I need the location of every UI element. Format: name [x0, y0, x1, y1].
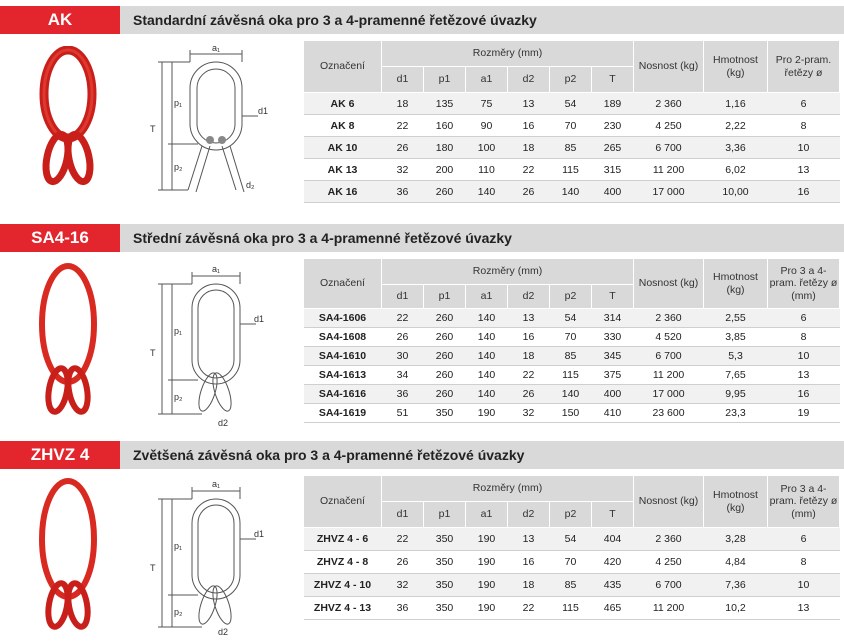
table-row: [304, 93, 840, 115]
cell-last: 8: [768, 551, 840, 574]
cell-d1: 32: [382, 159, 424, 181]
table-row: [304, 528, 840, 551]
cell-code: AK 10: [304, 137, 382, 159]
drawing-label-p2: p₂: [174, 392, 183, 402]
cell-a1: 140: [466, 366, 508, 385]
technical-drawing: [140, 260, 290, 430]
col-nosnost: Nosnost (kg): [634, 476, 704, 528]
cell-p2: 115: [550, 366, 592, 385]
table-row: [304, 574, 840, 597]
col-rozmery: Rozměry (mm): [382, 41, 634, 67]
cell-hmotnost: 6,02: [704, 159, 768, 181]
cell-a1: 190: [466, 551, 508, 574]
drawing-label-p1: p₁: [174, 326, 183, 336]
cell-nosnost: 6 700: [634, 137, 704, 159]
cell-last: 13: [768, 366, 840, 385]
cell-t: 375: [592, 366, 634, 385]
table-row: [304, 328, 840, 347]
cell-d1: 22: [382, 309, 424, 328]
cell-p2: 85: [550, 574, 592, 597]
col-sub-p1: p1: [424, 285, 466, 309]
cell-hmotnost: 1,16: [704, 93, 768, 115]
section-sa4-16: [0, 224, 844, 428]
col-sub-d2: d2: [508, 502, 550, 528]
cell-nosnost: 17 000: [634, 181, 704, 203]
col-hmotnost: Hmotnost (kg): [704, 259, 768, 309]
cell-p2: 85: [550, 137, 592, 159]
cell-p1: 260: [424, 347, 466, 366]
cell-p1: 260: [424, 385, 466, 404]
cell-t: 400: [592, 385, 634, 404]
drawing-label-a1: a₁: [212, 264, 221, 274]
cell-p1: 260: [424, 328, 466, 347]
cell-code: AK 8: [304, 115, 382, 137]
cell-d2: 18: [508, 347, 550, 366]
technical-drawing: [140, 42, 290, 202]
cell-hmotnost: 4,84: [704, 551, 768, 574]
cell-code: ZHVZ 4 - 13: [304, 597, 382, 620]
master-link-product-image: [30, 262, 110, 422]
table-row: [304, 347, 840, 366]
cell-last: 16: [768, 385, 840, 404]
cell-d2: 16: [508, 551, 550, 574]
master-link-product-image: [30, 477, 110, 637]
cell-p1: 180: [424, 137, 466, 159]
cell-d1: 36: [382, 181, 424, 203]
cell-a1: 140: [466, 309, 508, 328]
cell-p2: 54: [550, 528, 592, 551]
section-badge: ZHVZ 4: [0, 441, 120, 469]
cell-a1: 190: [466, 597, 508, 620]
cell-p2: 85: [550, 347, 592, 366]
cell-code: SA4-1610: [304, 347, 382, 366]
col-sub-t: T: [592, 502, 634, 528]
cell-d2: 13: [508, 93, 550, 115]
cell-nosnost: 4 520: [634, 328, 704, 347]
col-sub-d1: d1: [382, 285, 424, 309]
cell-p2: 140: [550, 385, 592, 404]
section-zhvz-4: [0, 441, 844, 641]
col-sub-t: T: [592, 67, 634, 93]
cell-p1: 135: [424, 93, 466, 115]
cell-d1: 34: [382, 366, 424, 385]
section-badge: AK: [0, 6, 120, 34]
cell-d2: 26: [508, 385, 550, 404]
cell-t: 230: [592, 115, 634, 137]
cell-hmotnost: 5,3: [704, 347, 768, 366]
cell-t: 265: [592, 137, 634, 159]
drawing-label-p2: p₂: [174, 607, 183, 617]
cell-d1: 51: [382, 404, 424, 423]
cell-d2: 18: [508, 574, 550, 597]
cell-d1: 26: [382, 551, 424, 574]
cell-nosnost: 11 200: [634, 597, 704, 620]
cell-d1: 36: [382, 385, 424, 404]
cell-hmotnost: 23,3: [704, 404, 768, 423]
cell-nosnost: 2 360: [634, 309, 704, 328]
col-oznaceni: Označení: [304, 41, 382, 93]
drawing-label-a1: a₁: [212, 43, 221, 53]
cell-t: 435: [592, 574, 634, 597]
drawing-label-d1: d1: [254, 314, 265, 324]
cell-last: 16: [768, 181, 840, 203]
col-sub-d1: d1: [382, 502, 424, 528]
section-title: Střední závěsná oka pro 3 a 4-pramenné řetězové úvazky: [133, 230, 512, 246]
cell-code: SA4-1613: [304, 366, 382, 385]
cell-last: 19: [768, 404, 840, 423]
cell-d1: 22: [382, 528, 424, 551]
cell-nosnost: 17 000: [634, 385, 704, 404]
col-sub-p2: p2: [550, 502, 592, 528]
drawing-label-p1: p₁: [174, 98, 183, 108]
cell-hmotnost: 2,22: [704, 115, 768, 137]
cell-last: 8: [768, 115, 840, 137]
drawing-label-t: T: [150, 563, 156, 573]
col-sub-p1: p1: [424, 502, 466, 528]
drawing-label-p2: p₂: [174, 162, 183, 172]
table-row: [304, 115, 840, 137]
cell-a1: 190: [466, 574, 508, 597]
cell-d2: 22: [508, 366, 550, 385]
cell-code: SA4-1619: [304, 404, 382, 423]
cell-d2: 18: [508, 137, 550, 159]
cell-d2: 22: [508, 597, 550, 620]
cell-a1: 140: [466, 181, 508, 203]
cell-nosnost: 2 360: [634, 93, 704, 115]
section-header: [0, 441, 844, 469]
table-head: [304, 41, 840, 93]
col-chain-size: Pro 3 a 4-pram. řetězy ø (mm): [768, 259, 840, 309]
cell-d2: 22: [508, 159, 550, 181]
master-link-product-image: [30, 46, 110, 196]
cell-a1: 90: [466, 115, 508, 137]
col-oznaceni: Označení: [304, 476, 382, 528]
cell-code: ZHVZ 4 - 6: [304, 528, 382, 551]
table-head: [304, 259, 840, 309]
col-rozmery: Rozměry (mm): [382, 259, 634, 285]
cell-p1: 160: [424, 115, 466, 137]
cell-hmotnost: 10,2: [704, 597, 768, 620]
cell-hmotnost: 3,28: [704, 528, 768, 551]
cell-p1: 260: [424, 181, 466, 203]
cell-last: 6: [768, 93, 840, 115]
col-nosnost: Nosnost (kg): [634, 259, 704, 309]
col-hmotnost: Hmotnost (kg): [704, 41, 768, 93]
cell-hmotnost: 9,95: [704, 385, 768, 404]
drawing-label-t: T: [150, 124, 156, 134]
drawing-label-d1: d1: [254, 529, 265, 539]
cell-nosnost: 11 200: [634, 159, 704, 181]
cell-nosnost: 23 600: [634, 404, 704, 423]
section-ak: [0, 6, 844, 206]
drawing-label-t: T: [150, 348, 156, 358]
cell-d1: 26: [382, 328, 424, 347]
cell-nosnost: 6 700: [634, 347, 704, 366]
cell-p2: 115: [550, 159, 592, 181]
cell-a1: 140: [466, 385, 508, 404]
table-row: [304, 181, 840, 203]
cell-nosnost: 4 250: [634, 551, 704, 574]
cell-a1: 190: [466, 528, 508, 551]
cell-code: ZHVZ 4 - 8: [304, 551, 382, 574]
cell-d1: 32: [382, 574, 424, 597]
cell-last: 6: [768, 309, 840, 328]
cell-d1: 30: [382, 347, 424, 366]
section-header: [0, 224, 844, 252]
cell-p2: 70: [550, 328, 592, 347]
section-badge: SA4-16: [0, 224, 120, 252]
spec-table: [303, 258, 840, 423]
cell-d1: 22: [382, 115, 424, 137]
col-nosnost: Nosnost (kg): [634, 41, 704, 93]
table-row: [304, 597, 840, 620]
cell-a1: 140: [466, 347, 508, 366]
technical-drawing: [140, 477, 290, 637]
cell-t: 420: [592, 551, 634, 574]
cell-t: 410: [592, 404, 634, 423]
cell-d2: 32: [508, 404, 550, 423]
col-sub-t: T: [592, 285, 634, 309]
cell-t: 314: [592, 309, 634, 328]
cell-hmotnost: 7,65: [704, 366, 768, 385]
col-hmotnost: Hmotnost (kg): [704, 476, 768, 528]
cell-hmotnost: 2,55: [704, 309, 768, 328]
cell-last: 10: [768, 137, 840, 159]
col-sub-p2: p2: [550, 285, 592, 309]
cell-t: 465: [592, 597, 634, 620]
section-title: Zvětšená závěsná oka pro 3 a 4-pramenné řetězové úvazky: [133, 447, 525, 463]
col-sub-a1: a1: [466, 67, 508, 93]
cell-p1: 260: [424, 309, 466, 328]
cell-hmotnost: 3,85: [704, 328, 768, 347]
drawing-label-a1: a₁: [212, 479, 221, 489]
cell-d1: 26: [382, 137, 424, 159]
col-sub-p1: p1: [424, 67, 466, 93]
cell-a1: 100: [466, 137, 508, 159]
cell-last: 13: [768, 159, 840, 181]
table-row: [304, 551, 840, 574]
table-head: [304, 476, 840, 528]
cell-hmotnost: 3,36: [704, 137, 768, 159]
cell-a1: 110: [466, 159, 508, 181]
col-sub-a1: a1: [466, 285, 508, 309]
cell-t: 400: [592, 181, 634, 203]
cell-d2: 13: [508, 309, 550, 328]
cell-hmotnost: 7,36: [704, 574, 768, 597]
section-header: [0, 6, 844, 34]
cell-last: 10: [768, 347, 840, 366]
table-row: [304, 309, 840, 328]
cell-code: SA4-1606: [304, 309, 382, 328]
cell-nosnost: 2 360: [634, 528, 704, 551]
col-oznaceni: Označení: [304, 259, 382, 309]
cell-a1: 140: [466, 328, 508, 347]
cell-nosnost: 11 200: [634, 366, 704, 385]
cell-d2: 16: [508, 115, 550, 137]
spec-table: [303, 475, 840, 620]
cell-code: SA4-1608: [304, 328, 382, 347]
col-sub-a1: a1: [466, 502, 508, 528]
cell-code: AK 13: [304, 159, 382, 181]
col-sub-d2: d2: [508, 285, 550, 309]
cell-d1: 36: [382, 597, 424, 620]
cell-t: 404: [592, 528, 634, 551]
col-sub-p2: p2: [550, 67, 592, 93]
cell-last: 8: [768, 328, 840, 347]
cell-p1: 350: [424, 404, 466, 423]
cell-p1: 350: [424, 528, 466, 551]
drawing-label-d2: d2: [218, 418, 229, 428]
cell-p2: 54: [550, 93, 592, 115]
cell-hmotnost: 10,00: [704, 181, 768, 203]
col-rozmery: Rozměry (mm): [382, 476, 634, 502]
table-row: [304, 385, 840, 404]
cell-last: 6: [768, 528, 840, 551]
cell-t: 345: [592, 347, 634, 366]
drawing-label-d2: d2: [218, 627, 229, 637]
col-sub-d2: d2: [508, 67, 550, 93]
cell-d2: 13: [508, 528, 550, 551]
cell-nosnost: 6 700: [634, 574, 704, 597]
cell-p2: 54: [550, 309, 592, 328]
drawing-label-d1: d1: [258, 106, 269, 116]
section-title: Standardní závěsná oka pro 3 a 4-pramenné řetězové úvazky: [133, 12, 537, 28]
cell-nosnost: 4 250: [634, 115, 704, 137]
cell-p1: 350: [424, 597, 466, 620]
col-chain-size: Pro 2-pram. řetězy ø: [768, 41, 840, 93]
cell-last: 13: [768, 597, 840, 620]
col-sub-d1: d1: [382, 67, 424, 93]
cell-t: 189: [592, 93, 634, 115]
cell-p1: 350: [424, 551, 466, 574]
drawing-label-p1: p₁: [174, 541, 183, 551]
table-row: [304, 137, 840, 159]
drawing-label-d2: d₂: [246, 180, 255, 190]
col-chain-size: Pro 3 a 4-pram. řetězy ø (mm): [768, 476, 840, 528]
cell-p2: 70: [550, 115, 592, 137]
cell-p2: 150: [550, 404, 592, 423]
cell-last: 10: [768, 574, 840, 597]
cell-d2: 26: [508, 181, 550, 203]
cell-p2: 70: [550, 551, 592, 574]
cell-a1: 190: [466, 404, 508, 423]
cell-d2: 16: [508, 328, 550, 347]
table-row: [304, 366, 840, 385]
cell-t: 315: [592, 159, 634, 181]
cell-p1: 200: [424, 159, 466, 181]
cell-p1: 350: [424, 574, 466, 597]
cell-code: ZHVZ 4 - 10: [304, 574, 382, 597]
cell-code: AK 16: [304, 181, 382, 203]
cell-a1: 75: [466, 93, 508, 115]
cell-t: 330: [592, 328, 634, 347]
cell-code: SA4-1616: [304, 385, 382, 404]
table-row: [304, 404, 840, 423]
cell-p2: 115: [550, 597, 592, 620]
spec-table: [303, 40, 840, 203]
cell-d1: 18: [382, 93, 424, 115]
cell-p1: 260: [424, 366, 466, 385]
table-row: [304, 159, 840, 181]
cell-code: AK 6: [304, 93, 382, 115]
cell-p2: 140: [550, 181, 592, 203]
